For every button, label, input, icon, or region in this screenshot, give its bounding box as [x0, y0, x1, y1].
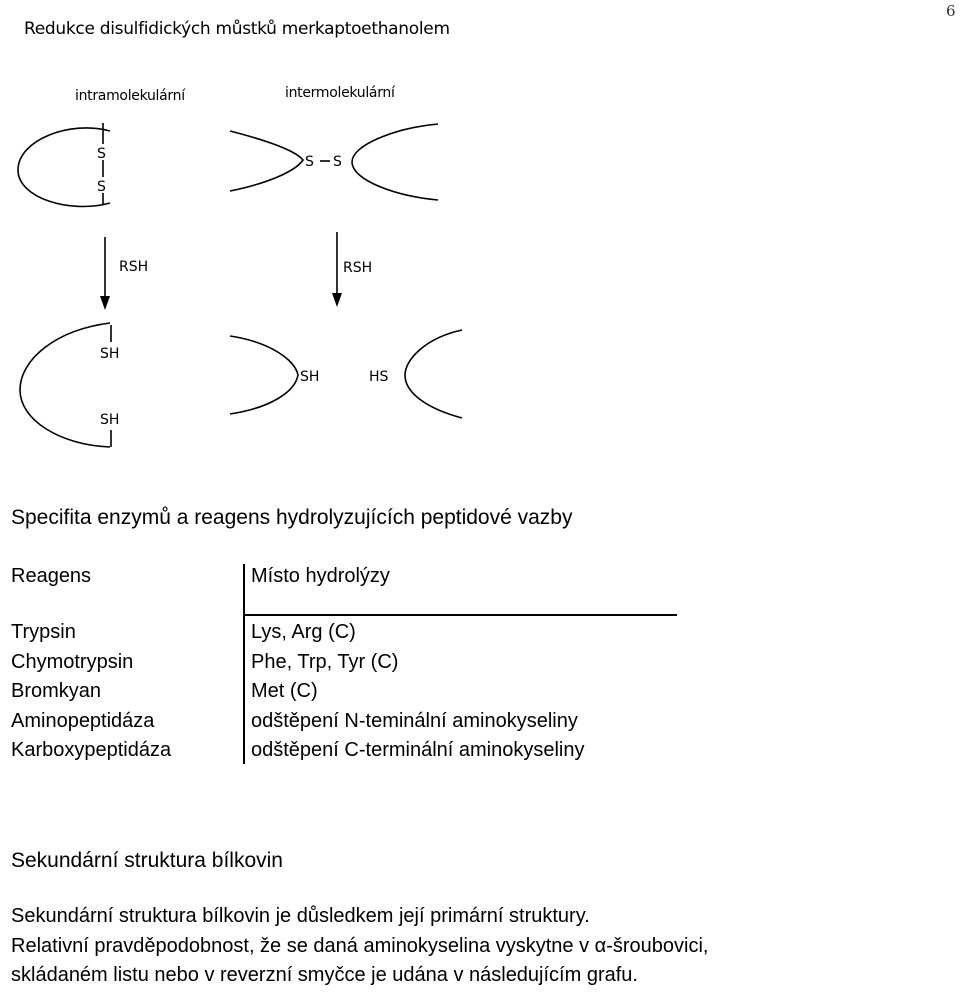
sh-intra-top: SH: [100, 346, 120, 362]
site-cell: Phe, Trp, Tyr (C): [251, 650, 399, 673]
sh-intra-bottom: SH: [100, 412, 120, 428]
site-cell: odštěpení N-teminální aminokyseliny: [251, 709, 578, 732]
arrow-head-left: [100, 296, 110, 310]
reagent-cell: Trypsin: [11, 621, 76, 643]
reagent-cell: Chymotrypsin: [11, 650, 134, 673]
inter-chain-right: [352, 124, 438, 200]
inter-s-left: S: [305, 154, 314, 170]
reagent-left: RSH: [119, 259, 149, 275]
paragraph-line: Relativní pravděpodobnost, že se daná aminokyselina vyskytne v α-šroubovici,: [11, 934, 709, 957]
intra-s-top: S: [97, 146, 106, 162]
section-heading-specificity: Specifita enzymů a reagens hydrolyzujících peptidové vazby: [11, 506, 573, 529]
inter-chain-left: [230, 131, 303, 191]
reagent-right: RSH: [343, 260, 373, 276]
page-number: 6: [946, 2, 956, 20]
site-cell: Met (C): [251, 680, 318, 702]
hs-inter-right: HS: [369, 369, 389, 385]
sh-inter-left: SH: [300, 369, 320, 385]
paragraph-line: Sekundární struktura bílkovin je důsledkem její primární struktury.: [11, 905, 590, 927]
intra-chain-loop: [18, 128, 110, 207]
arrow-head-right: [332, 293, 342, 307]
table-header-divider: [243, 614, 677, 616]
site-cell: odštěpení C-terminální aminokyseliny: [251, 739, 585, 761]
site-column: [251, 618, 585, 766]
reagent-column: [11, 618, 171, 766]
label-intramolecular: intramolekulární: [75, 88, 185, 104]
intra-s-bottom: S: [97, 179, 106, 195]
reagent-cell: Aminopeptidáza: [11, 709, 155, 732]
paragraph-secondary-structure: [11, 902, 708, 991]
disulfide-reduction-diagram: [0, 0, 960, 480]
reduced-chain-left: [230, 336, 298, 414]
site-cell: Lys, Arg (C): [251, 621, 356, 643]
reduced-chain-right: [405, 330, 462, 418]
figure-title: Redukce disulfidických můstků merkaptoethanolem: [24, 19, 450, 39]
table-vertical-divider: [243, 564, 245, 764]
section-heading-secondary-structure: Sekundární struktura bílkovin: [11, 849, 283, 872]
paragraph-line: skládaném listu nebo v reverzní smyčce je udána v následujícím grafu.: [11, 964, 638, 986]
reduced-intra-loop: [20, 323, 110, 447]
label-intermolecular: intermolekulární: [285, 85, 395, 101]
column-header-reagent: Reagens: [11, 565, 92, 587]
reagent-cell: Bromkyan: [11, 680, 102, 702]
column-header-site: Místo hydrolýzy: [251, 565, 390, 587]
inter-s-right: S: [333, 154, 342, 170]
reagent-cell: Karboxypeptidáza: [11, 739, 172, 761]
